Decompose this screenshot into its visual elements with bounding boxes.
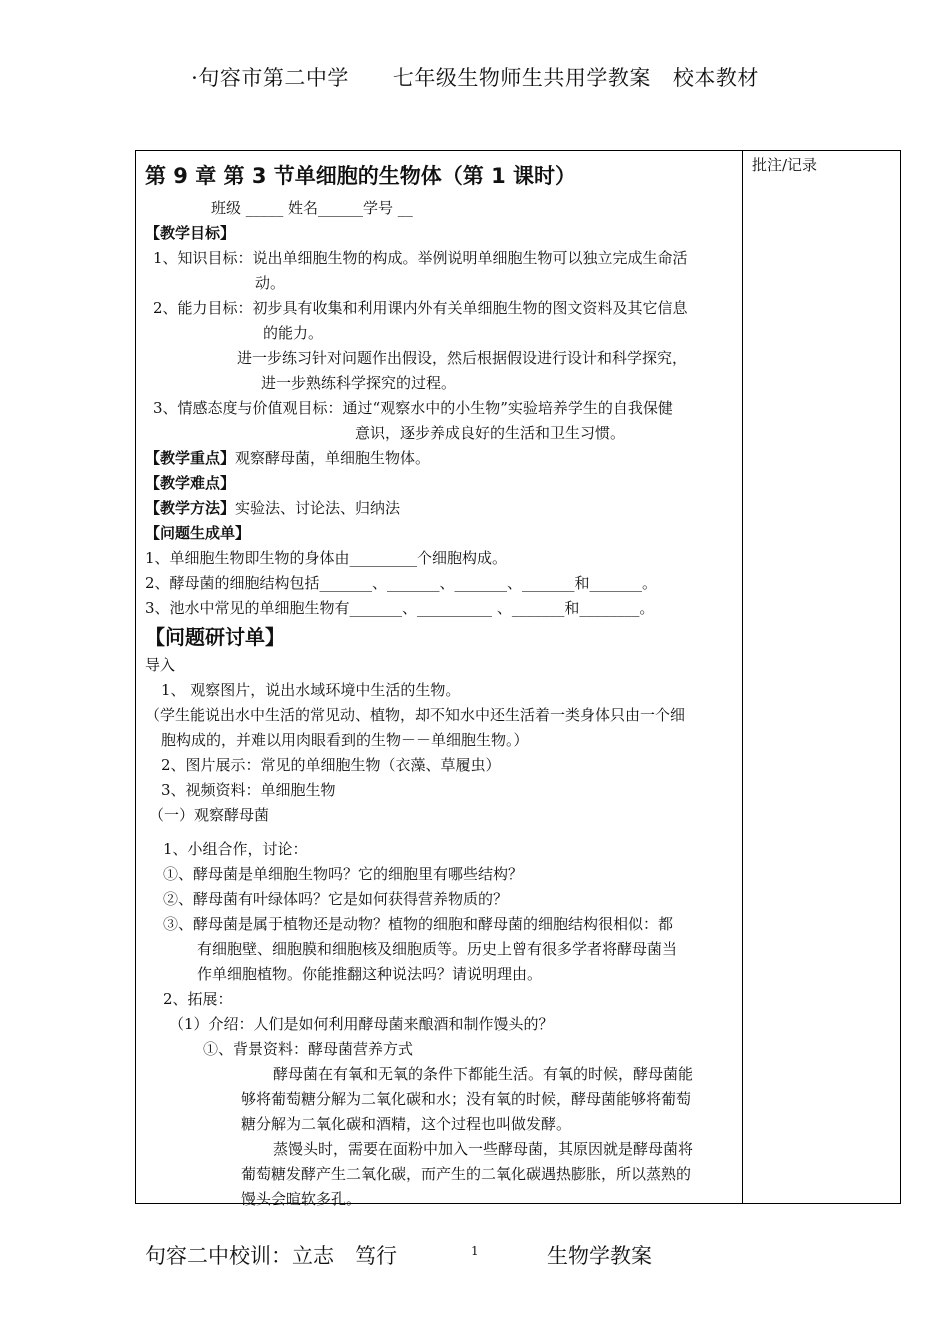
footer-subject: 生物学教案 (547, 1244, 652, 1268)
page-header (0, 62, 950, 92)
background-p1-line2: 够将葡萄糖分解为二氧化碳和水；没有氧的时候，酵母菌能够将葡萄 (241, 1090, 692, 1108)
key-point-label: 【教学重点】 (145, 449, 236, 467)
spacer (145, 828, 737, 837)
goal-attitude-line1: 3、情感态度与价值观目标：通过“观察水中的小生物”实验培养学生的自我保健 (153, 399, 673, 417)
background-p2-line1: 蒸馒头时，需要在面粉中加入一些酵母菌，其原因就是酵母菌将 (273, 1140, 694, 1158)
page-number: 1 (471, 1244, 479, 1258)
background-heading: ①、背景资料：酵母菌营养方式 (203, 1040, 414, 1058)
footer-motto: 句容二中校训：立志 笃行 (145, 1244, 397, 1268)
intro-item-3: 3、视频资料：单细胞生物 (161, 781, 336, 799)
discussion-q2: ②、酵母菌有叶绿体吗？它是如何获得营养物质的？ (163, 890, 509, 908)
difficulty-label: 【教学难点】 (145, 474, 236, 492)
column-divider (742, 150, 743, 1204)
question-2: 2、酵母菌的细胞结构包括_______、_______、_______、_______和_______。 (145, 574, 658, 592)
goal-ability-line4: 进一步熟练科学探究的过程。 (261, 374, 457, 392)
lesson-title: 第 9 章 第 3 节单细胞的生物体（第 1 课时） (145, 164, 577, 188)
background-p2-line3: 馒头会暄软多孔。 (241, 1190, 362, 1208)
intro-note-line1: （学生能说出水中生活的常见动、植物，却不知水中还生活着一类身体只由一个细 (145, 706, 686, 724)
header-school: ·句容市第二中学 (191, 66, 349, 90)
questions-heading: 【问题生成单】 (145, 524, 251, 542)
group-discussion: 1、小组合作，讨论： (163, 840, 308, 858)
method-text: 实验法、讨论法、归纳法 (235, 499, 401, 517)
discussion-q3-line3: 作单细胞植物。你能推翻这种说法吗？请说明理由。 (197, 965, 543, 983)
discussion-q3-line1: ③、酵母菌是属于植物还是动物？植物的细胞和酵母菌的细胞结构很相似：都 (163, 915, 674, 933)
background-p1-line1: 酵母菌在有氧和无氧的条件下都能生活。有氧的时候，酵母菌能 (273, 1065, 694, 1083)
header-material: 校本教材 (672, 66, 759, 90)
question-1: 1、单细胞生物即生物的身体由_________个细胞构成。 (145, 549, 508, 567)
teaching-method (145, 496, 737, 521)
goal-ability-line3: 进一步练习针对问题作出假设，然后根据假设进行设计和科学探究， (237, 349, 688, 367)
notes-column-label: 批注/记录 (752, 156, 818, 174)
background-p2-line2: 葡萄糖发酵产生二氧化碳，而产生的二氧化碳遇热膨胀，所以蒸熟的 (241, 1165, 692, 1183)
key-point-text: 观察酵母菌，单细胞生物体。 (235, 449, 431, 467)
goal-ability-line1: 2、能力目标：初步具有收集和利用课内外有关单细胞生物的图文资料及其它信息 (153, 299, 688, 317)
goal-attitude-line2: 意识，逐步养成良好的生活和卫生习惯。 (355, 424, 626, 442)
header-course: 七年级生物师生共用学教案 (392, 66, 651, 90)
extension-intro: （1）介绍：人们是如何利用酵母菌来酿酒和制作馒头的？ (169, 1015, 554, 1033)
goal-knowledge-line1: 1、知识目标：说出单细胞生物的构成。举例说明单细胞生物可以独立完成生命活 (153, 249, 688, 267)
page-footer (145, 1240, 652, 1270)
intro-label: 导入 (145, 656, 176, 674)
background-p1-line3: 糖分解为二氧化碳和酒精，这个过程也叫做发酵。 (241, 1115, 572, 1133)
question-3: 3、池水中常见的单细胞生物有_______、__________ 、_______和________。 (145, 599, 655, 617)
discussion-q1: ①、酵母菌是单细胞生物吗？它的细胞里有哪些结构？ (163, 865, 524, 883)
discussion-q3-line2: 有细胞壁、细胞膜和细胞核及细胞质等。历史上曾有很多学者将酵母菌当 (197, 940, 678, 958)
intro-item-1: 1、 观察图片，说出水域环境中生活的生物。 (161, 681, 461, 699)
intro-item-2: 2、图片展示：常见的单细胞生物（衣藻、草履虫） (161, 756, 501, 774)
lesson-content (145, 158, 737, 1212)
key-point (145, 446, 737, 471)
goal-ability-line2: 的能力。 (263, 324, 324, 342)
goal-knowledge-line2: 动。 (255, 274, 286, 292)
method-label: 【教学方法】 (145, 499, 236, 517)
intro-note-line2: 胞构成的，并难以用肉眼看到的生物－－单细胞生物。） (161, 731, 529, 749)
goals-heading: 【教学目标】 (145, 224, 236, 242)
discussion-heading: 【问题研讨单】 (145, 625, 285, 649)
student-info-line: 班级 _____ 姓名______学号 __ (211, 199, 413, 217)
extension-label: 2、拓展： (163, 990, 233, 1008)
part-1-heading: （一）观察酵母菌 (149, 806, 270, 824)
